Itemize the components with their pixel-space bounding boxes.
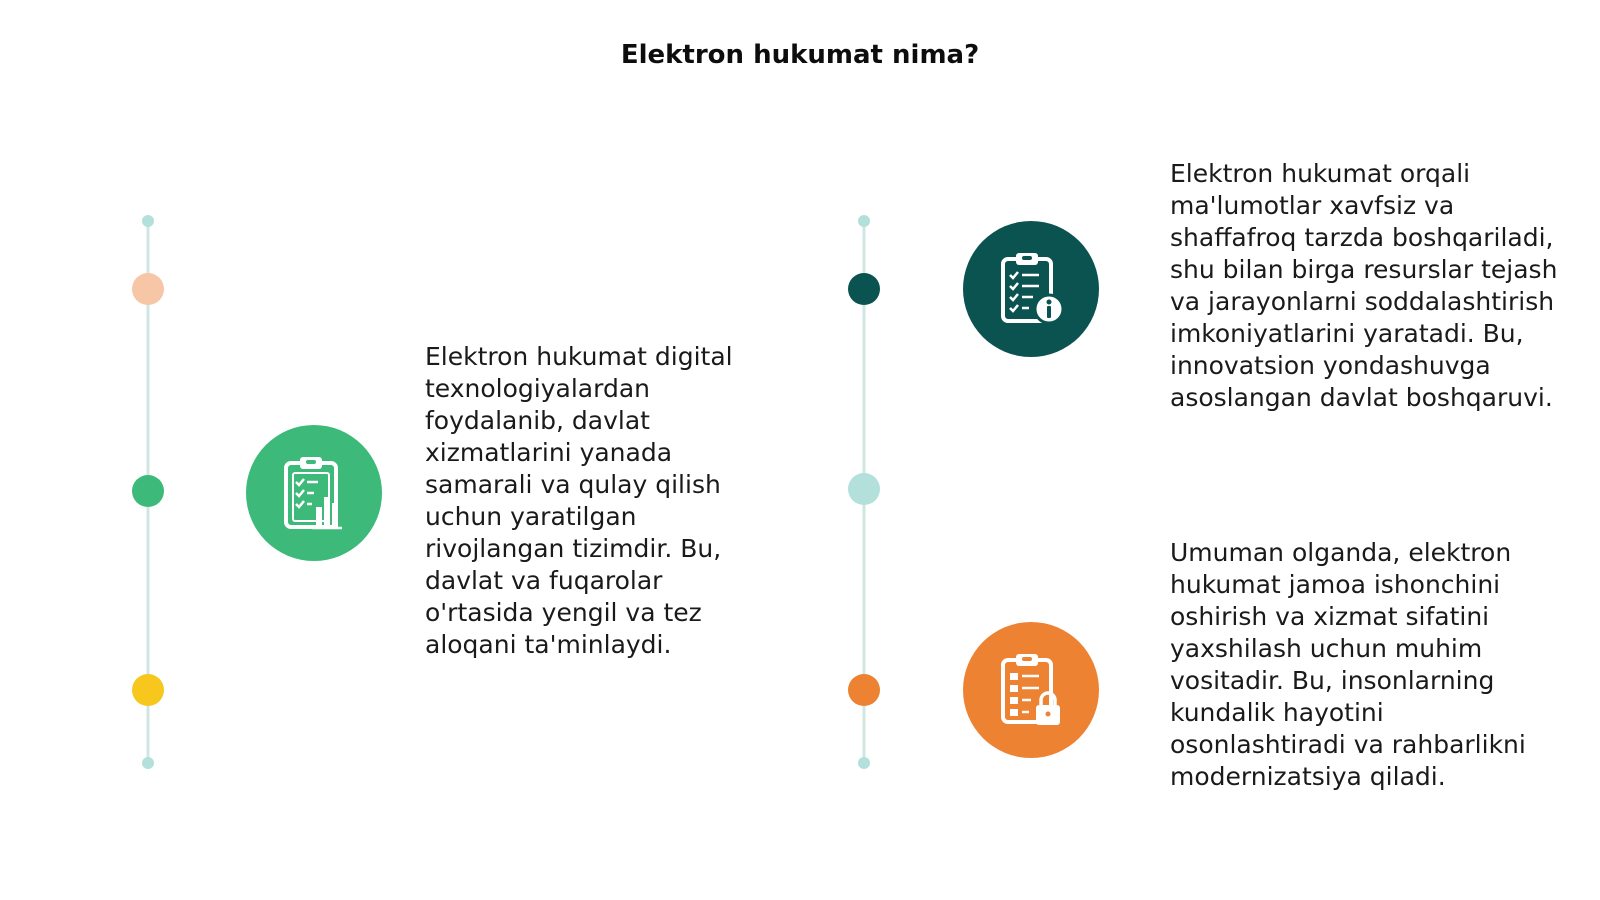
right-timeline-dark-dot — [848, 273, 880, 305]
right-bottom-description: Umuman olganda, elektron hukumat jamoa ishonchini oshirish va xizmat sifatini yaxshilash uchun muhim vositadir. Bu, insonlarning kundalik hayotini osonlashtiradi va rahbarlikni modernizatsiya qiladi. — [1170, 538, 1526, 791]
right-timeline-orange-dot — [848, 674, 880, 706]
left-timeline-green-dot — [132, 475, 164, 507]
right-timeline-start-dot — [858, 215, 870, 227]
clipboard-chart-icon — [272, 451, 356, 535]
right-top-description: Elektron hukumat orqali ma'lumotlar xavfsiz va shaffafroq tarzda boshqariladi, shu bilan birga resurslar tejash va jarayonlarni soddalashtirish imkoniyatlarini yaratadi. Bu, innovatsion yondashuvga asoslangan davlat boshqaruvi. — [1170, 159, 1558, 412]
slide-title: Elektron hukumat nima? — [620, 40, 980, 70]
left-timeline-yellow-dot — [132, 674, 164, 706]
right-timeline-light-dot — [848, 473, 880, 505]
clipboard-chart-badge — [246, 425, 382, 561]
right-timeline-end-dot — [858, 757, 870, 769]
left-timeline-end-dot — [142, 757, 154, 769]
left-timeline-peach-dot — [132, 273, 164, 305]
clipboard-lock-icon — [989, 648, 1073, 732]
left-timeline-start-dot — [142, 215, 154, 227]
clipboard-info-icon — [989, 247, 1073, 331]
left-description: Elektron hukumat digital texnologiyalardan foydalanib, davlat xizmatlarini yanada samarali va qulay qilish uchun yaratilgan rivojlangan tizimdir. Bu, davlat va fuqarolar o'rtasida yengil va tez aloqani ta'minlaydi. — [425, 342, 733, 659]
clipboard-info-badge — [963, 221, 1099, 357]
clipboard-lock-badge — [963, 622, 1099, 758]
